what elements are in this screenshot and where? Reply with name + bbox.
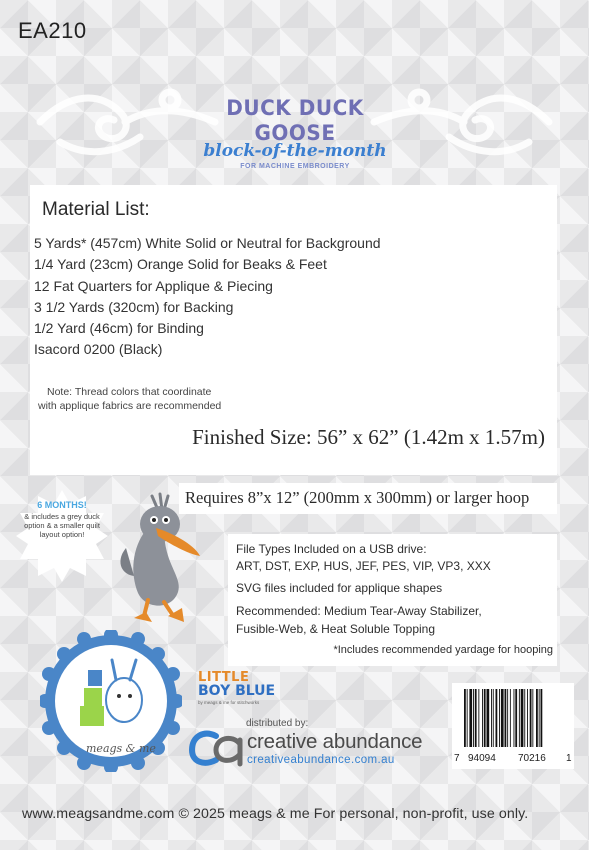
title-main: DUCK DUCK GOOSE bbox=[226, 94, 364, 146]
distributed-by-label: distributed by: bbox=[246, 718, 309, 729]
footer-copyright: www.meagsandme.com © 2025 meags & me For personal, non-profit, use only. bbox=[22, 806, 529, 822]
creative-abundance-logo-icon bbox=[186, 722, 246, 768]
hooping-note: *Includes recommended yardage for hooping bbox=[333, 644, 553, 656]
finished-size: Finished Size: 56” x 62” (1.42m x 1.57m) bbox=[192, 425, 545, 449]
barcode-digit-system: 7 bbox=[454, 753, 460, 764]
thread-note-line2: with applique fabrics are recommended bbox=[38, 400, 222, 412]
creative-abundance-name: creative abundance bbox=[247, 730, 423, 753]
starburst-title: 6 MONTHS! bbox=[37, 500, 87, 510]
creative-abundance-url[interactable]: creativeabundance.com.au bbox=[247, 754, 395, 766]
svg-note: SVG files included for applique shapes bbox=[236, 581, 443, 595]
title-subtitle: block-of-the-month bbox=[203, 141, 387, 161]
hoop-requirement: Requires 8”x 12” (200mm x 300mm) or larger hoop bbox=[185, 488, 530, 507]
barcode-digit-check: 1 bbox=[566, 753, 572, 764]
lbb-tagline: by meags & me for stitchworks bbox=[198, 700, 260, 705]
hoop-card bbox=[179, 483, 557, 514]
flourish-ornament-icon bbox=[30, 82, 220, 162]
barcode-digits-left: 94094 bbox=[468, 753, 496, 764]
little-boy-blue-logo bbox=[198, 670, 288, 705]
file-info-card bbox=[228, 534, 557, 666]
lbb-line1: LITTLE bbox=[198, 670, 250, 685]
flourish-ornament-icon bbox=[369, 82, 559, 162]
title-tagline: FOR MACHINE EMBROIDERY bbox=[240, 163, 350, 170]
material-item: 1/2 Yard (46cm) for Binding bbox=[34, 320, 204, 337]
thread-note bbox=[38, 385, 221, 413]
recommended-line2: Fusible-Web, & Heat Soluble Topping bbox=[236, 622, 436, 636]
recommended-line1: Recommended: Medium Tear-Away Stabilizer, bbox=[236, 604, 482, 618]
material-list bbox=[34, 233, 381, 361]
material-item: 5 Yards* (457cm) White Solid or Neutral for Background bbox=[34, 235, 381, 251]
title-banner bbox=[0, 70, 589, 170]
thread-note-line1: Note: Thread colors that coordinate bbox=[47, 386, 212, 398]
starburst-text bbox=[16, 500, 108, 539]
lbb-line2: BOY BLUE bbox=[198, 683, 276, 699]
pattern-title bbox=[200, 96, 390, 170]
product-code: EA210 bbox=[18, 18, 87, 43]
goose-illustration-icon bbox=[112, 488, 230, 632]
material-item: 3 1/2 Yards (320cm) for Backing bbox=[34, 298, 234, 315]
material-item: 1/4 Yard (23cm) Orange Solid for Beaks & Feet bbox=[34, 256, 327, 273]
file-types-heading: File Types Included on a USB drive: bbox=[236, 542, 427, 556]
material-item: 12 Fat Quarters for Applique & Piecing bbox=[34, 277, 273, 294]
material-list-card bbox=[30, 185, 557, 475]
material-list-heading: Material List: bbox=[42, 199, 150, 220]
barcode-digits-right: 70216 bbox=[518, 753, 546, 764]
barcode bbox=[452, 683, 574, 769]
file-types-list: ART, DST, EXP, HUS, JEF, PES, VIP, VP3, XXX bbox=[236, 559, 491, 573]
meags-and-me-wordmark: meags & me bbox=[86, 742, 156, 755]
starburst-body: & includes a grey duck option & a smaller quilt layout option! bbox=[24, 512, 100, 539]
material-item: Isacord 0200 (Black) bbox=[34, 341, 163, 358]
barcode-bars-icon bbox=[460, 689, 566, 749]
